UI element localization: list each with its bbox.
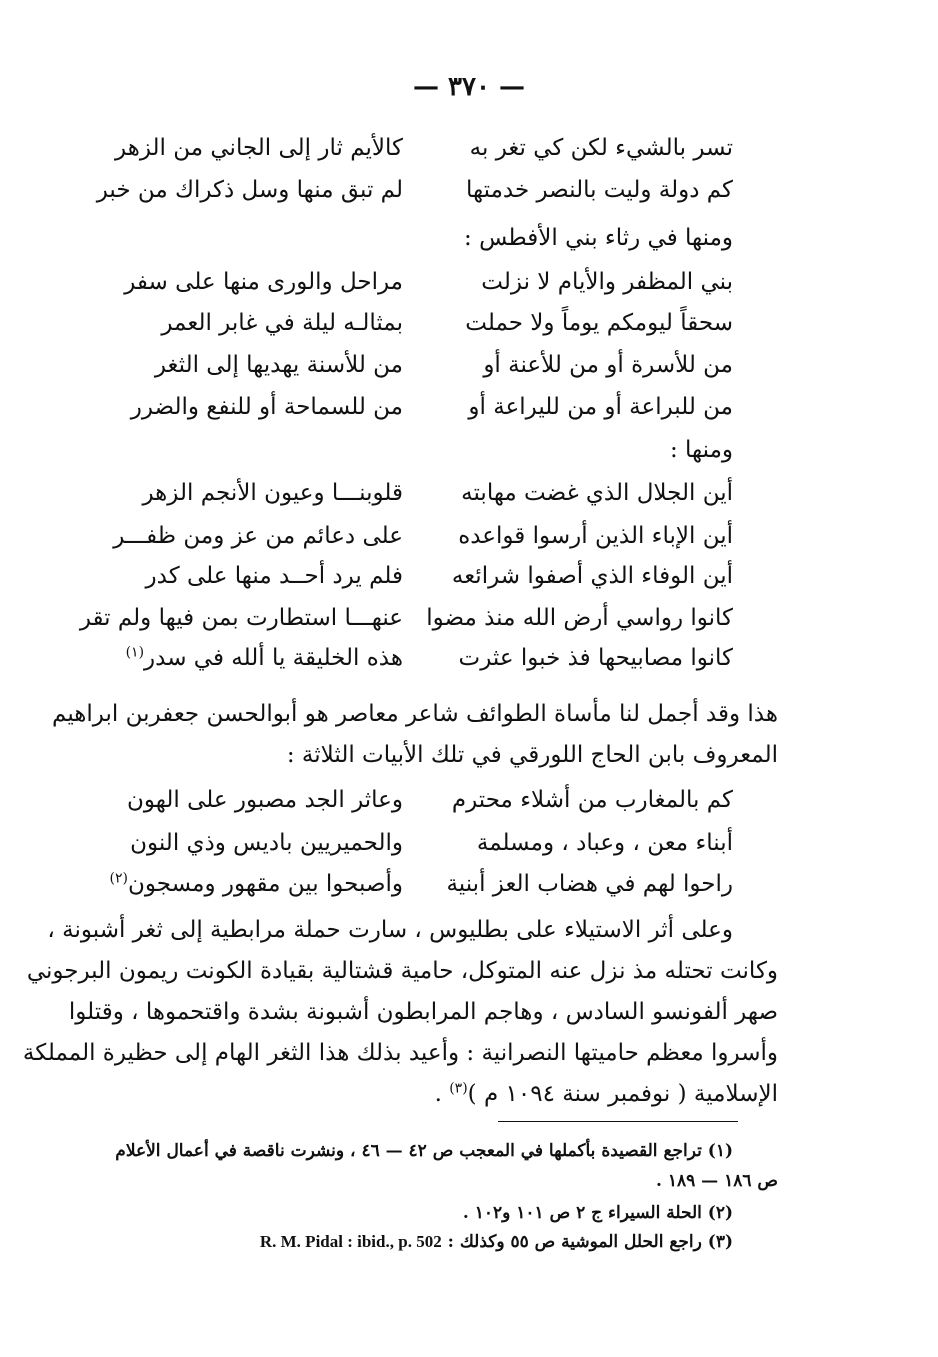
prose-line: وكانت تحتله مذ نزل عنه المتوكل، حامية قشتالية بقيادة الكونت ريمون البرجوني bbox=[26, 958, 778, 984]
verse-second-hemistich: فلم يرد أحــد منها على كدر bbox=[145, 563, 403, 589]
verse-first-hemistich: أين الإباء الذين أرسوا قواعده bbox=[458, 523, 733, 549]
footnote-ref-1: (١) bbox=[125, 644, 145, 661]
prose-line: وعلى أثر الاستيلاء على بطليوس ، سارت حملة مرابطية إلى ثغر أشبونة ، bbox=[47, 917, 733, 943]
verse-first-hemistich: راحوا لهم في هضاب العز أبنية bbox=[446, 871, 733, 897]
verse-line bbox=[0, 262, 938, 302]
footnote-ref-2: (٢) bbox=[109, 870, 129, 887]
verse-first-hemistich: كم دولة وليت بالنصر خدمتها bbox=[466, 177, 733, 203]
verse-second-hemistich bbox=[108, 864, 403, 904]
prose-line: وأسروا معظم حاميتها النصرانية : وأعيد بذلك هذا الثغر الهام إلى حظيرة المملكة bbox=[22, 1040, 778, 1066]
section-heading: ومنها في رثاء بني الأفطس : bbox=[464, 225, 733, 251]
verse-second-hemistich: والحميريين باديس وذي النون bbox=[130, 830, 403, 856]
verse-second-hemistich: وعاثر الجد مصبور على الهون bbox=[127, 787, 403, 813]
verse-first-hemistich: بني المظفر والأيام لا نزلت bbox=[481, 269, 733, 295]
verse-line bbox=[0, 516, 938, 556]
verse-first-hemistich: كانوا مصابيحها فذ خبوا عثرت bbox=[458, 645, 733, 671]
prose-period: . bbox=[434, 1081, 450, 1107]
verse-second-hemistich: من للأسنة يهديها إلى الثغر bbox=[154, 352, 403, 378]
footnote-3-latin: R. M. Pidal : ibid., p. 502 bbox=[259, 1232, 442, 1251]
verse-first-hemistich: أين الجلال الذي غضت مهابته bbox=[461, 480, 733, 506]
prose-line: صهر ألفونسو السادس ، وهاجم المرابطون أشبونة بشدة واقتحموها ، وقتلوا bbox=[68, 999, 778, 1025]
verse-first-hemistich: من للأسرة أو من للأعنة أو bbox=[483, 352, 733, 378]
verse-second-hemistich: بمثالـه ليلة في غابر العمر bbox=[161, 310, 403, 336]
footnote-ref-3: (٣) bbox=[449, 1080, 468, 1097]
verse-first-hemistich: من للبراعة أو من لليراعة أو bbox=[468, 394, 733, 420]
verse-line bbox=[0, 387, 938, 427]
verse-line bbox=[0, 598, 938, 638]
verse-second-hemistich: على دعائم من عز ومن ظفـــر bbox=[113, 523, 403, 549]
prose-line: هذا وقد أجمل لنا مأساة الطوائف شاعر معاصر هو أبوالحسن جعفربن ابراهيم bbox=[52, 701, 778, 727]
footnote-3-arabic: (٣) راجع الحلل الموشية ص ٥٥ وكذلك : bbox=[447, 1232, 733, 1252]
verse-first-hemistich: تسر بالشيء لكن كي تغر به bbox=[469, 135, 733, 161]
verse-first-hemistich: سحقاً ليومكم يوماً ولا حملت bbox=[465, 310, 733, 336]
verse-line bbox=[0, 780, 938, 820]
footnote-1-continued: ص ١٨٦ — ١٨٩ . bbox=[656, 1171, 778, 1191]
verse-line bbox=[0, 345, 938, 385]
verse-line bbox=[0, 864, 938, 904]
verse-line bbox=[0, 128, 938, 168]
verse-first-hemistich: كم بالمغارب من أشلاء محترم bbox=[451, 787, 733, 813]
page-number: — ٣٧٠ — bbox=[412, 72, 526, 102]
verse-first-hemistich: أبناء معن ، وعباد ، ومسلمة bbox=[476, 830, 733, 856]
verse-line bbox=[0, 823, 938, 863]
verse-line bbox=[0, 638, 938, 678]
footnote-3 bbox=[260, 1227, 733, 1257]
prose-line-last bbox=[88, 1074, 778, 1114]
verse-line bbox=[0, 303, 938, 343]
verse-text: وأصبحوا بين مقهور ومسجون bbox=[128, 871, 403, 897]
verse-line bbox=[0, 170, 938, 210]
verse-text: هذه الخليقة يا ألله في سدر bbox=[144, 645, 403, 671]
verse-second-hemistich: مراحل والورى منها على سفر bbox=[124, 269, 403, 295]
verse-line bbox=[0, 473, 938, 513]
verse-second-hemistich: عنهـــا استطارت بمن فيها ولم تقر bbox=[79, 605, 403, 631]
verse-line bbox=[0, 556, 938, 596]
prose-line: المعروف بابن الحاج اللورقي في تلك الأبيات الثلاثة : bbox=[286, 742, 778, 768]
verse-first-hemistich: كانوا رواسي أرض الله منذ مضوا bbox=[426, 605, 733, 631]
verse-second-hemistich: قلوبنـــا وعيون الأنجم الزهر bbox=[142, 480, 403, 506]
verse-first-hemistich: أين الوفاء الذي أصفوا شرائعه bbox=[451, 563, 733, 589]
verse-second-hemistich: كالأيم ثار إلى الجاني من الزهر bbox=[115, 135, 403, 161]
section-heading: ومنها : bbox=[669, 437, 733, 463]
footnote-2: (٢) الحلة السيراء ج ٢ ص ١٠١ و١٠٢ . bbox=[462, 1203, 733, 1223]
footnote-1: (١) تراجع القصيدة بأكملها في المعجب ص ٤٢ — ٤٦ ، ونشرت ناقصة في أعمال الأعلام bbox=[115, 1141, 733, 1161]
verse-second-hemistich bbox=[108, 638, 403, 678]
verse-second-hemistich: من للسماحة أو للنفع والضرر bbox=[130, 394, 403, 420]
verse-second-hemistich: لم تبق منها وسل ذكراك من خبر bbox=[96, 177, 403, 203]
prose-text: الإسلامية ( نوفمبر سنة ١٠٩٤ م ) bbox=[467, 1081, 778, 1107]
footnote-divider bbox=[498, 1121, 738, 1122]
